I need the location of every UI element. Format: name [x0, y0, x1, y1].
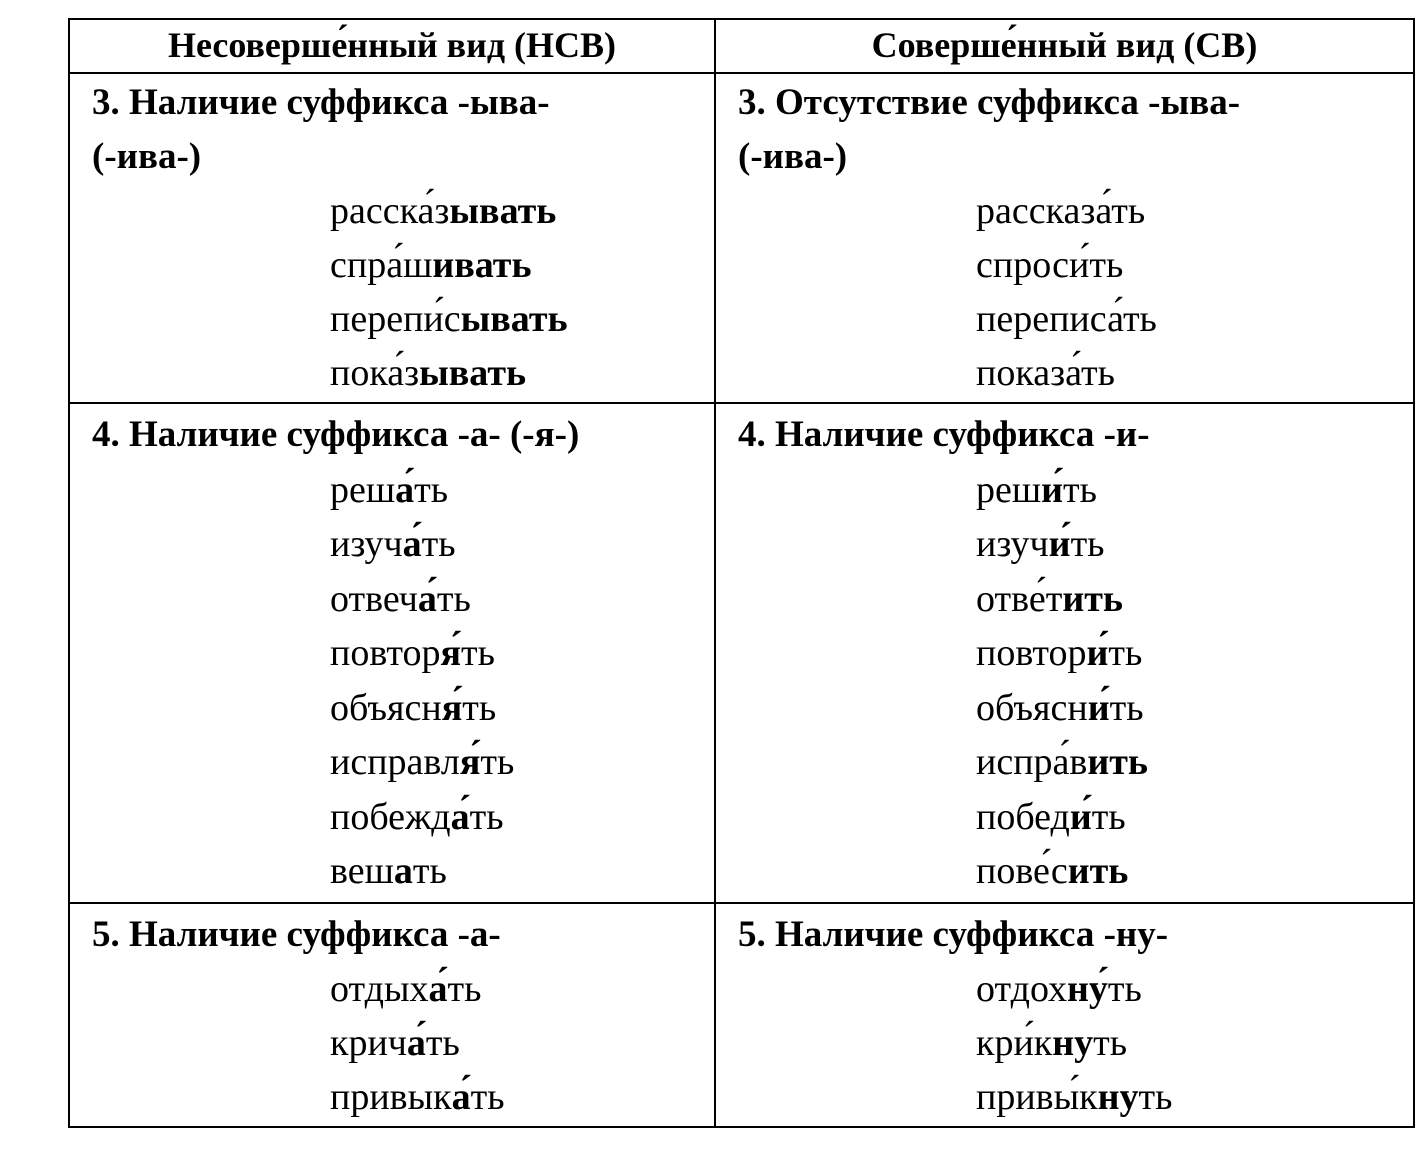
verb-suffix: а́	[428, 968, 448, 1010]
verb-form	[330, 844, 714, 899]
verb-stem: ть	[1070, 523, 1105, 565]
verb-suffix: и́	[1086, 632, 1109, 674]
verb-stem: ть	[412, 850, 447, 892]
verb-stem: побед	[976, 795, 1070, 838]
verb-suffix: и́	[1069, 795, 1092, 838]
verb-stem: отдох	[976, 968, 1067, 1010]
verb-stem: испра́в	[976, 741, 1088, 783]
verb-stem: крич	[330, 1022, 407, 1064]
rule-heading-line: (-ива-)	[738, 136, 848, 177]
verb-stem: рассказа́ть	[976, 190, 1146, 232]
verb-form	[330, 346, 714, 400]
perfective-column-header: Соверше́нный вид (СВ)	[716, 20, 1413, 74]
verb-form	[976, 681, 1413, 736]
verb-suffix: ну	[1052, 1022, 1094, 1064]
verb-stem: ть	[480, 741, 515, 783]
verb-suffix: а́	[451, 1076, 471, 1118]
verb-suffix: ивать	[432, 244, 532, 286]
rule-heading-line: 3. Наличие суффикса -ыва-	[92, 82, 550, 123]
verb-form	[330, 572, 714, 627]
verb-stem: ть	[425, 1022, 460, 1064]
verb-form	[330, 681, 714, 736]
verb-stem: ть	[1109, 686, 1144, 729]
verb-stem: ть	[421, 523, 456, 565]
verb-form	[976, 238, 1413, 292]
verb-stem: ть	[1138, 1076, 1173, 1118]
verb-suffix: ывать	[419, 352, 527, 394]
verb-form	[976, 962, 1413, 1016]
rule-heading-line: 4. Наличие суффикса -а- (-я-)	[92, 414, 580, 455]
verb-stem: привык	[330, 1076, 452, 1118]
verb-form	[330, 1016, 714, 1070]
verb-stem: повтор	[330, 632, 441, 674]
verb-stem: отдых	[330, 968, 429, 1010]
rule-cell-left	[70, 74, 716, 404]
rule-cell-right	[716, 74, 1413, 404]
imperfective-column-header: Несоверше́нный вид (НСВ)	[70, 20, 716, 74]
verb-stem: спра́ш	[330, 244, 433, 286]
verb-form	[976, 1016, 1413, 1070]
verb-suffix: я́	[459, 741, 481, 783]
verb-suffix: а́	[417, 577, 437, 620]
verb-stem: расска́з	[330, 190, 450, 232]
verb-form	[330, 626, 714, 681]
rule-cell-left	[70, 904, 716, 1126]
verb-suffix: а́	[402, 523, 422, 565]
verb-suffix: ить	[1067, 850, 1129, 892]
verb-form	[330, 463, 714, 518]
verb-stem: ть	[447, 968, 482, 1010]
rule-heading-line: (-ива-)	[92, 136, 202, 177]
verb-stem: исправл	[330, 741, 460, 783]
verb-stem: изуч	[330, 523, 403, 565]
verb-form	[976, 1070, 1413, 1124]
verb-form	[976, 626, 1413, 681]
verb-form	[330, 292, 714, 346]
rule-heading-line: 3. Отсутствие суффикса -ыва-	[738, 82, 1241, 123]
verb-form	[330, 184, 714, 238]
verb-stem: ть	[1091, 795, 1126, 838]
verb-aspect-table	[68, 18, 1415, 1128]
verb-stem: веш	[330, 850, 394, 892]
verb-stem: пове́с	[976, 850, 1068, 892]
verb-form	[976, 346, 1413, 400]
verb-stem: ть	[1108, 632, 1143, 674]
verb-suffix: ывать	[449, 190, 557, 232]
verb-form	[330, 1070, 714, 1124]
rule-heading-line: 5. Наличие суффикса -ну-	[738, 914, 1169, 955]
verb-stem: ть	[469, 795, 504, 838]
verb-suffix: я́	[441, 686, 463, 729]
verb-suffix: я́	[440, 632, 461, 674]
verb-stem: реш	[330, 468, 396, 511]
verb-suffix: а́	[450, 795, 470, 838]
verb-stem: ть	[1093, 1022, 1128, 1064]
verb-stem: ть	[1107, 968, 1142, 1010]
verb-form	[976, 292, 1413, 346]
verb-stem: ть	[461, 632, 495, 674]
verb-suffix: и́	[1087, 686, 1110, 729]
verb-stem: изуч	[976, 523, 1049, 565]
verb-stem: объясн	[976, 686, 1088, 729]
verb-stem: показа́ть	[976, 352, 1115, 394]
verb-form	[976, 517, 1413, 572]
verb-suffix: ну́	[1067, 968, 1108, 1010]
verb-form	[330, 790, 714, 845]
verb-form	[330, 735, 714, 790]
verb-stem: отве́т	[976, 577, 1063, 620]
verb-suffix: ну	[1097, 1076, 1139, 1118]
verb-stem: перепи́с	[330, 298, 461, 340]
verb-stem: спроси́ть	[976, 244, 1124, 286]
verb-stem: ть	[462, 686, 497, 729]
verb-suffix: а́	[395, 468, 415, 511]
verb-stem: объясн	[330, 686, 442, 729]
verb-suffix: и́	[1048, 523, 1071, 565]
verb-stem: повтор	[976, 632, 1087, 674]
verb-stem: ть	[414, 468, 449, 511]
verb-form	[976, 790, 1413, 845]
verb-stem: кри́к	[976, 1022, 1053, 1064]
verb-suffix: ить	[1062, 577, 1123, 620]
verb-form	[330, 517, 714, 572]
rule-cell-right	[716, 404, 1413, 904]
verb-form	[330, 962, 714, 1016]
rule-heading-line: 5. Наличие суффикса -а-	[92, 914, 501, 955]
verb-suffix: ить	[1087, 741, 1149, 783]
verb-form	[976, 463, 1413, 518]
verb-stem: пока́з	[330, 352, 420, 394]
verb-stem: привы́к	[976, 1076, 1098, 1118]
verb-stem: отвеч	[330, 577, 418, 620]
rule-heading-line: 4. Наличие суффикса -и-	[738, 414, 1150, 455]
verb-stem: побежд	[330, 795, 451, 838]
rule-cell-left	[70, 404, 716, 904]
verb-form	[330, 238, 714, 292]
verb-stem: ть	[436, 577, 471, 620]
rule-cell-right	[716, 904, 1413, 1126]
verb-suffix: а́	[406, 1022, 426, 1064]
verb-stem: ть	[1063, 468, 1097, 511]
verb-form	[976, 735, 1413, 790]
verb-stem: реш	[976, 468, 1042, 511]
verb-form	[976, 844, 1413, 899]
verb-form	[976, 572, 1413, 627]
verb-suffix: а	[393, 850, 413, 892]
verb-suffix: ывать	[460, 298, 568, 340]
verb-stem: переписа́ть	[976, 298, 1157, 340]
verb-stem: ть	[470, 1076, 505, 1118]
verb-suffix: и́	[1041, 468, 1064, 511]
verb-form	[976, 184, 1413, 238]
